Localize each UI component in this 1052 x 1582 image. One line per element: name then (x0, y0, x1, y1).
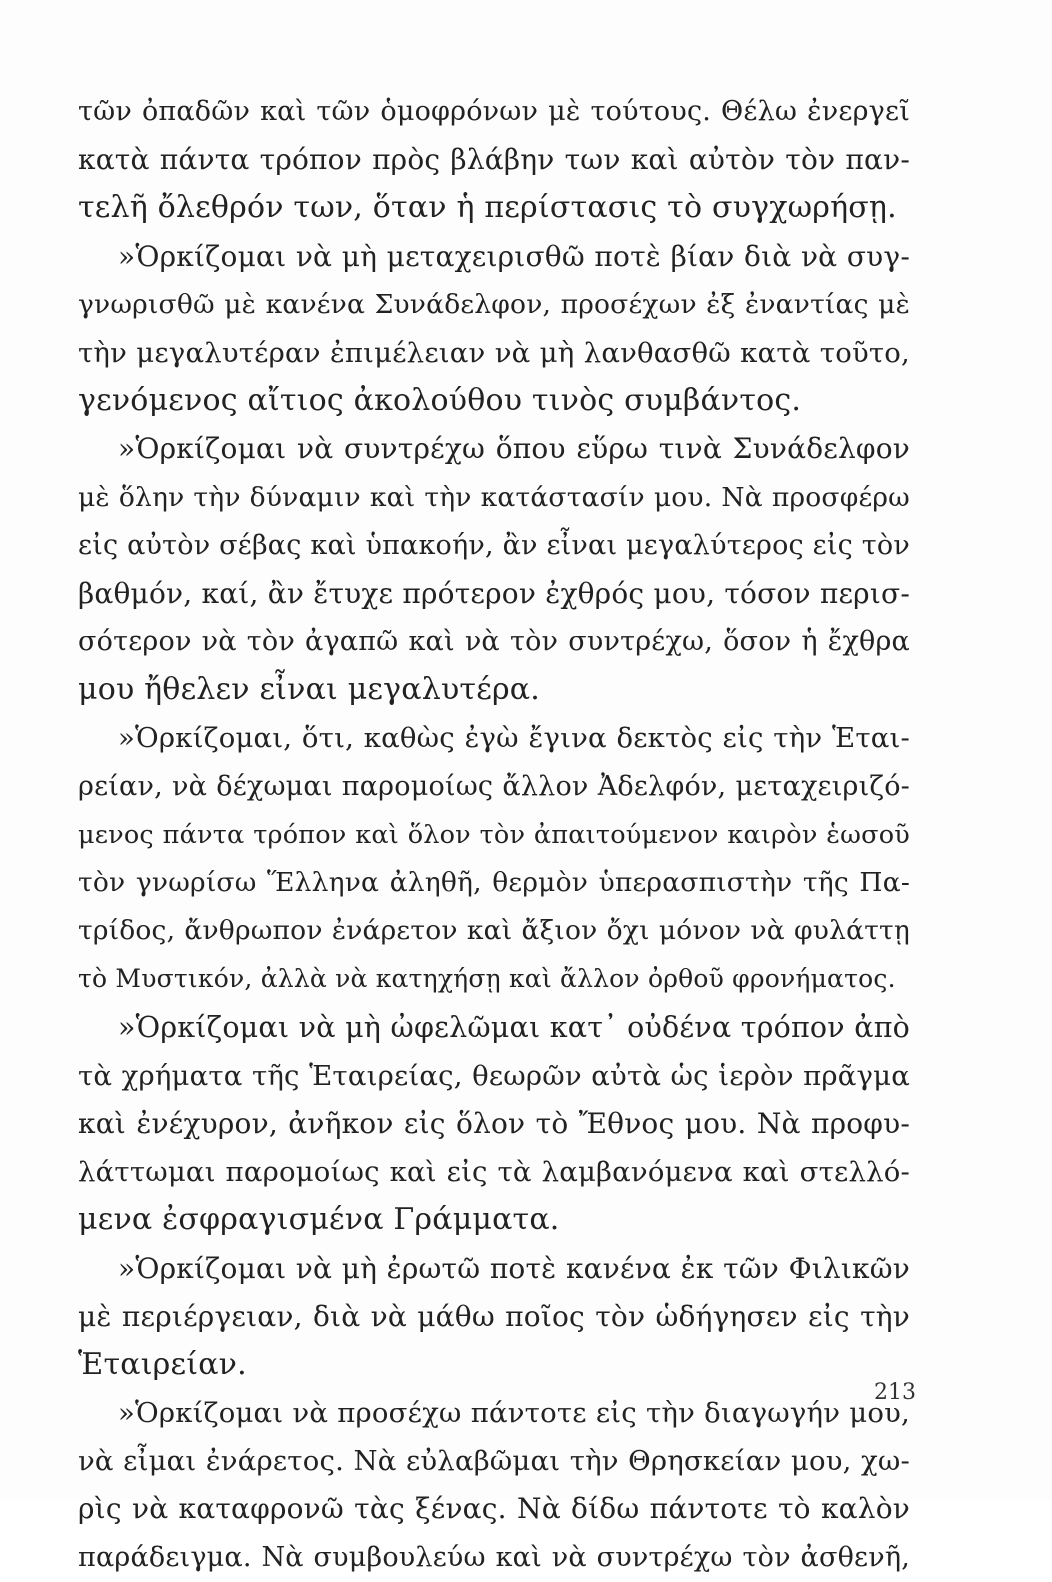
text-line: »Ὁρκίζομαι νὰ συντρέχω ὅπου εὕρω τινὰ Συνάδελφον (118, 432, 910, 466)
text-line: καὶ ἐνέχυρον, ἀνῆκον εἰς ὅλον τὸ Ἔθνος μου. Νὰ προφυ- (78, 1106, 910, 1140)
text-line: Ἑταιρείαν. (78, 1346, 247, 1382)
text-line: μενα ἐσφραγισμένα Γράμματα. (78, 1202, 560, 1238)
text-line: ρὶς νὰ καταφρονῶ τὰς ξένας. Νὰ δίδω πάντοτε τὸ καλὸν (78, 1492, 910, 1526)
text-line: εἰς αὐτὸν σέβας καὶ ὑπακοήν, ἂν εἶναι μεγαλύτερος εἰς τὸν (78, 529, 910, 561)
text-line: τελῆ ὄλεθρόν των, ὅταν ἡ περίστασις τὸ συγχωρήσῃ. (78, 190, 897, 226)
text-line: »Ὁρκίζομαι νὰ μὴ ἐρωτῶ ποτὲ κανένα ἐκ τῶν Φιλικῶν (118, 1251, 910, 1285)
page-number: 213 (874, 1380, 916, 1405)
text-line: γενόμενος αἴτιος ἀκολούθου τινὸς συμβάντος. (78, 383, 802, 419)
text-line: μὲ ὅλην τὴν δύναμιν καὶ τὴν κατάστασίν μου. Νὰ προσφέρω (78, 481, 910, 513)
text-line: »Ὁρκίζομαι νὰ μὴ ὠφελῶμαι κατ᾽ οὐδένα τρόπον ἀπὸ (118, 1010, 910, 1044)
text-line: ρείαν, νὰ δέχωμαι παρομοίως ἄλλον Ἀδελφόν, μεταχειριζό- (78, 770, 910, 802)
text-line: μου ἤθελεν εἶναι μεγαλυτέρα. (78, 672, 540, 708)
text-line: γνωρισθῶ μὲ κανένα Συνάδελφον, προσέχων ἐξ ἐναντίας μὲ (78, 288, 910, 320)
text-line: τὸν γνωρίσω Ἕλληνα ἀληθῆ, θερμὸν ὑπερασπιστὴν τῆς Πα- (78, 867, 910, 898)
text-line: »Ὁρκίζομαι νὰ προσέχω πάντοτε εἰς τὴν διαγωγήν μου, (118, 1397, 910, 1430)
text-line: παράδειγμα. Νὰ συμβουλεύω καὶ νὰ συντρέχω τὸν ἀσθενῆ, (78, 1541, 910, 1573)
text-line: μενος πάντα τρόπον καὶ ὅλον τὸν ἀπαιτούμενον καιρὸν ἑωσοῦ (78, 819, 910, 850)
page-body-text (78, 88, 910, 1582)
text-line: τῶν ὀπαδῶν καὶ τῶν ὁμοφρόνων μὲ τούτους. Θέλω ἐνεργεῖ (78, 96, 910, 127)
text-line: τὰ χρήματα τῆς Ἑταιρείας, θεωρῶν αὐτὰ ὡς ἱερὸν πρᾶγμα (78, 1059, 910, 1092)
text-line: μὲ περιέργειαν, διὰ νὰ μάθω ποῖος τὸν ὡδήγησεν εἰς τὴν (78, 1299, 910, 1333)
text-line: νὰ εἶμαι ἐνάρετος. Νὰ εὐλαβῶμαι τὴν Θρησκείαν μου, χω- (78, 1445, 910, 1478)
text-line: τρίδος, ἄνθρωπον ἐνάρετον καὶ ἄξιον ὄχι μόνον νὰ φυλάττῃ (78, 915, 910, 947)
text-line: βαθμόν, καί, ἂν ἔτυχε πρότερον ἐχθρός μου, τόσον περισ- (78, 576, 910, 610)
text-line: »Ὁρκίζομαι νὰ μὴ μεταχειρισθῶ ποτὲ βίαν διὰ νὰ συγ- (118, 239, 910, 273)
text-line: τὴν μεγαλυτέραν ἐπιμέλειαν νὰ μὴ λανθασθῶ κατὰ τοῦτο, (78, 336, 910, 369)
text-line: κατὰ πάντα τρόπον πρὸς βλάβην των καὶ αὐτὸν τὸν παν- (78, 143, 910, 177)
text-line: σότερον νὰ τὸν ἀγαπῶ καὶ νὰ τὸν συντρέχω, ὅσον ἡ ἔχθρα (78, 626, 910, 658)
text-line: λάττωμαι παρομοίως καὶ εἰς τὰ λαμβανόμενα καὶ στελλό- (78, 1156, 910, 1189)
text-line: »Ὁρκίζομαι, ὅτι, καθὼς ἐγὼ ἔγινα δεκτὸς εἰς τὴν Ἑται- (118, 722, 910, 755)
text-line: τὸ Μυστικόν, ἀλλὰ νὰ κατηχήσῃ καὶ ἄλλον ὀρθοῦ φρονήματος. (78, 964, 896, 994)
